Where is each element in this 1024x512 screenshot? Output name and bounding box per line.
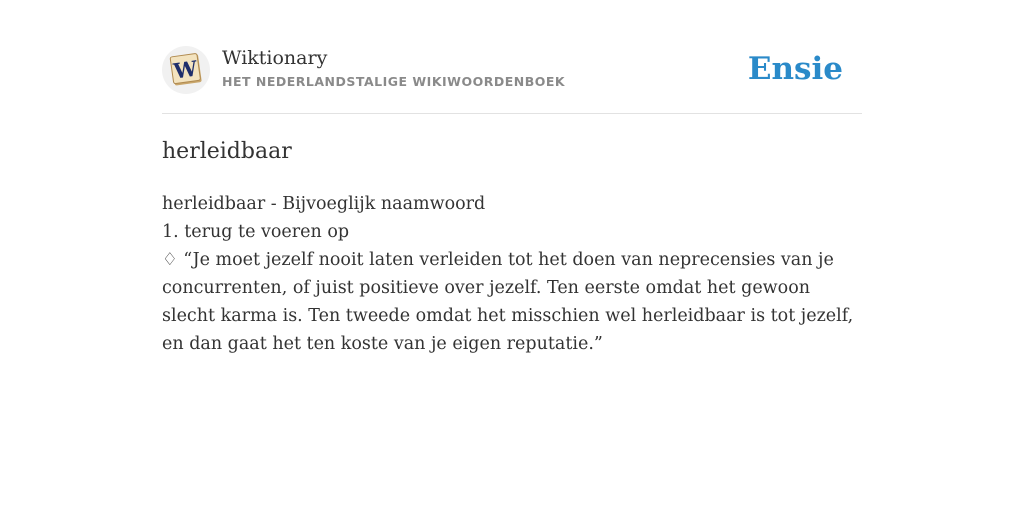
- ensie-logo[interactable]: Ensie: [747, 51, 843, 87]
- wiktionary-w-tile-icon: [162, 46, 210, 94]
- header-divider: [162, 113, 862, 114]
- site-header: [162, 44, 862, 114]
- wiktionary-logo-icon[interactable]: [162, 46, 210, 94]
- usage-example: ♢ “Je moet jezelf nooit laten verleiden tot het doen van neprecensies van je concurrenten, of juist positieve over jezelf. Ten eerste omdat het gewoon slecht karma is. Ten tweede omdat het misschien wel herleidbaar is tot jezelf, en dan gaat het ten koste van je eigen reputatie.”: [162, 250, 854, 354]
- sense-definition: 1. terug te voeren op: [162, 222, 350, 242]
- page-title: herleidbaar: [162, 139, 292, 164]
- entry-content: [162, 136, 862, 358]
- word-class-line: herleidbaar - Bijvoeglijk naamwoord: [162, 194, 486, 214]
- svg-text:W: W: [172, 55, 199, 84]
- site-title[interactable]: Wiktionary: [222, 47, 328, 69]
- definition-block: [162, 190, 862, 358]
- site-brand: [222, 46, 565, 92]
- site-subtitle: HET NEDERLANDSTALIGE WIKIWOORDENBOEK: [222, 74, 566, 89]
